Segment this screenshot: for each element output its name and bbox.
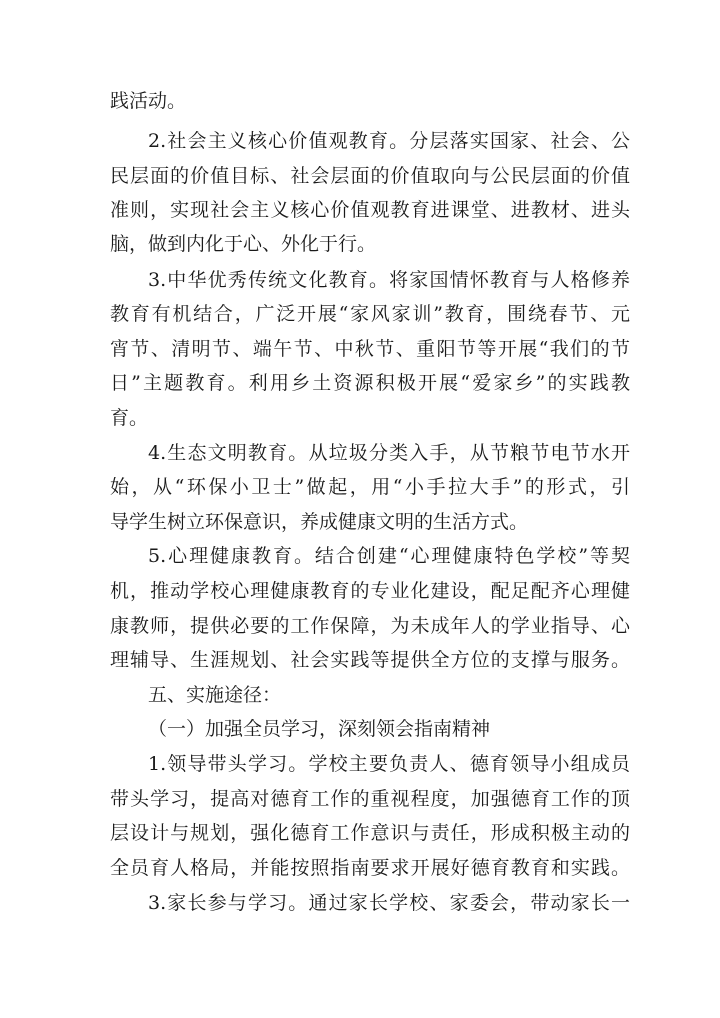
text-line: 康教师，提供必要的工作保障，为未成年人的学业指导、心: [110, 615, 630, 637]
text-line: 民层面的价值目标、社会层面的价值取向与公民层面的价值: [110, 165, 630, 187]
text-line: 宵节、清明节、端午节、中秋节、重阳节等开展“我们的节: [110, 338, 630, 360]
subsection-heading: （一）加强全员学习，深刻领会指南精神: [148, 718, 491, 740]
text-line: 全员育人格局，并能按照指南要求开展好德育教育和实践。: [110, 857, 630, 879]
text-line: 5.心理健康教育。结合创建“心理健康特色学校”等契: [148, 545, 630, 567]
text-line: 脑，做到内化于心、外化于行。: [110, 233, 377, 255]
text-line: 理辅导、生涯规划、社会实践等提供全方位的支撑与服务。: [110, 649, 630, 671]
text-line: 4.生态文明教育。从垃圾分类入手，从节粮节电节水开: [148, 442, 630, 464]
text-line: 始，从“环保小卫士”做起，用“小手拉大手”的形式，引: [110, 476, 630, 498]
section-heading: 五、实施途径：: [148, 684, 282, 706]
text-line: 3.中华优秀传统文化教育。将家国情怀教育与人格修养: [148, 269, 630, 291]
text-line: 导学生树立环保意识，养成健康文明的生活方式。: [110, 511, 529, 533]
text-line: 机，推动学校心理健康教育的专业化建设，配足配齐心理健: [110, 580, 630, 602]
text-line: 2.社会主义核心价值观教育。分层落实国家、社会、公: [148, 130, 630, 152]
text-line: 3.家长参与学习。通过家长学校、家委会，带动家长一: [148, 892, 630, 914]
text-line: 层设计与规划，强化德育工作意识与责任，形成积极主动的: [110, 822, 630, 844]
text-line: 育。: [110, 407, 149, 429]
text-line: 教育有机结合，广泛开展“家风家训”教育，围绕春节、元: [110, 303, 630, 325]
text-line: 日”主题教育。利用乡土资源积极开展“爱家乡”的实践教: [110, 372, 630, 394]
text-line: 带头学习，提高对德育工作的重视程度，加强德育工作的顶: [110, 788, 630, 810]
text-line: 准则，实现社会主义核心价值观教育进课堂、进教材、进头: [110, 199, 630, 221]
text-line: 1.领导带头学习。学校主要负责人、德育领导小组成员: [148, 753, 630, 775]
text-line: 践活动。: [110, 90, 187, 112]
